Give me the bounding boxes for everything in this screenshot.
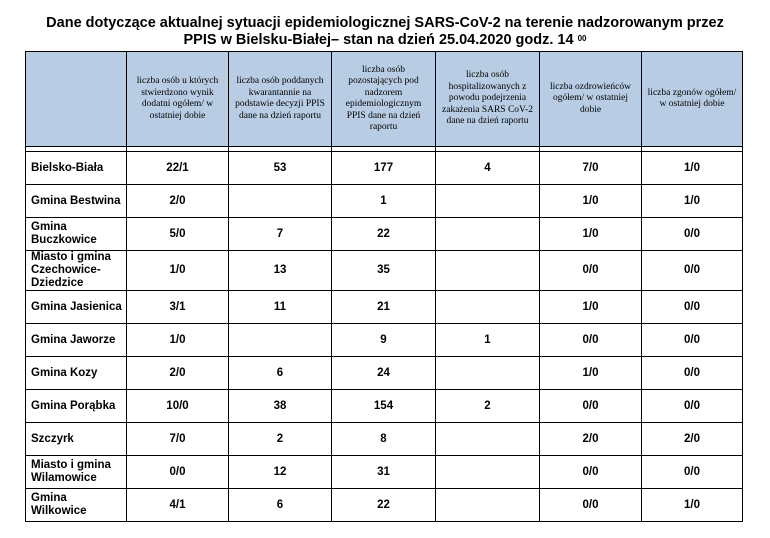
cell-quarantine: 53 [229, 152, 332, 185]
table-row [26, 251, 743, 291]
table-row [26, 423, 743, 456]
cell-hospitalized: 2 [436, 390, 540, 423]
cell-hospitalized [436, 291, 540, 324]
cell-region-name: Gmina Kozy [26, 357, 127, 390]
cell-positive-cases: 10/0 [127, 390, 229, 423]
cell-hospitalized [436, 251, 540, 291]
table-row [26, 324, 743, 357]
cell-quarantine: 12 [229, 456, 332, 489]
cell-region-name: Szczyrk [26, 423, 127, 456]
cell-quarantine: 6 [229, 489, 332, 522]
cell-region-name: Miasto i gmina Czechowice-Dziedzice [26, 251, 127, 291]
cell-quarantine: 11 [229, 291, 332, 324]
cell-hospitalized [436, 489, 540, 522]
header-cell-surveillance: liczba osób pozostających pod nadzorem epidemiologicznym PPIS dane na dzień raportu [332, 52, 436, 147]
cell-quarantine: 13 [229, 251, 332, 291]
cell-hospitalized: 1 [436, 324, 540, 357]
cell-recovered: 2/0 [540, 423, 642, 456]
header-cell-quarantine: liczba osób poddanych kwarantannie na podstawie decyzji PPIS dane na dzień raportu [229, 52, 332, 147]
cell-surveillance: 21 [332, 291, 436, 324]
table-body [26, 147, 743, 522]
cell-positive-cases: 2/0 [127, 185, 229, 218]
cell-recovered: 0/0 [540, 390, 642, 423]
cell-region-name: Gmina Wilkowice [26, 489, 127, 522]
cell-quarantine: 38 [229, 390, 332, 423]
cell-quarantine [229, 185, 332, 218]
cell-hospitalized [436, 357, 540, 390]
title-time-superscript: 00 [577, 34, 587, 43]
header-cell-positive-cases: liczba osób u których stwierdzono wynik dodatni ogółem/ w ostatniej dobie [127, 52, 229, 147]
cell-positive-cases: 1/0 [127, 324, 229, 357]
table-header-row [26, 52, 743, 147]
cell-recovered: 0/0 [540, 251, 642, 291]
cell-region-name: Miasto i gmina Wilamowice [26, 456, 127, 489]
cell-hospitalized [436, 185, 540, 218]
cell-quarantine [229, 324, 332, 357]
cell-deaths: 0/0 [642, 324, 743, 357]
cell-hospitalized [436, 218, 540, 251]
cell-recovered: 1/0 [540, 185, 642, 218]
table-row [26, 390, 743, 423]
cell-deaths: 0/0 [642, 291, 743, 324]
cell-region-name: Gmina Bestwina [26, 185, 127, 218]
table-row [26, 152, 743, 185]
header-cell-recovered: liczba ozdrowieńców ogółem/ w ostatniej dobie [540, 52, 642, 147]
cell-surveillance: 1 [332, 185, 436, 218]
table-row [26, 218, 743, 251]
cell-deaths: 1/0 [642, 152, 743, 185]
cell-positive-cases: 3/1 [127, 291, 229, 324]
table-row [26, 489, 743, 522]
cell-surveillance: 9 [332, 324, 436, 357]
cell-quarantine: 2 [229, 423, 332, 456]
epidemiological-table [25, 51, 743, 522]
cell-positive-cases: 2/0 [127, 357, 229, 390]
cell-positive-cases: 22/1 [127, 152, 229, 185]
cell-deaths: 0/0 [642, 390, 743, 423]
table-row [26, 357, 743, 390]
cell-deaths: 0/0 [642, 251, 743, 291]
cell-recovered: 1/0 [540, 357, 642, 390]
cell-recovered: 7/0 [540, 152, 642, 185]
cell-deaths: 0/0 [642, 456, 743, 489]
cell-surveillance: 24 [332, 357, 436, 390]
cell-region-name: Bielsko-Biała [26, 152, 127, 185]
title-line-2-text: PPIS w Bielsku-Białej– stan na dzień 25.04.2020 godz. 14 [183, 32, 574, 48]
cell-hospitalized [436, 456, 540, 489]
cell-recovered: 0/0 [540, 456, 642, 489]
cell-region-name: Gmina Buczkowice [26, 218, 127, 251]
cell-surveillance: 22 [332, 489, 436, 522]
cell-surveillance: 177 [332, 152, 436, 185]
cell-quarantine: 7 [229, 218, 332, 251]
cell-region-name: Gmina Jasienica [26, 291, 127, 324]
cell-deaths: 1/0 [642, 489, 743, 522]
header-cell-deaths: liczba zgonów ogółem/ w ostatniej dobie [642, 52, 743, 147]
table-row [26, 185, 743, 218]
table-row [26, 291, 743, 324]
cell-recovered: 0/0 [540, 324, 642, 357]
cell-surveillance: 31 [332, 456, 436, 489]
cell-deaths: 2/0 [642, 423, 743, 456]
cell-quarantine: 6 [229, 357, 332, 390]
title-line-1: Dane dotyczące aktualnej sytuacji epidemiologicznej SARS-CoV-2 na terenie nadzorowanym przez [46, 15, 724, 31]
cell-deaths: 0/0 [642, 357, 743, 390]
cell-surveillance: 35 [332, 251, 436, 291]
cell-positive-cases: 5/0 [127, 218, 229, 251]
cell-hospitalized: 4 [436, 152, 540, 185]
cell-region-name: Gmina Porąbka [26, 390, 127, 423]
document-title [0, 15, 770, 49]
cell-deaths: 1/0 [642, 185, 743, 218]
cell-recovered: 1/0 [540, 218, 642, 251]
title-line-2 [0, 32, 770, 49]
cell-positive-cases: 4/1 [127, 489, 229, 522]
header-cell-corner [26, 52, 127, 147]
cell-deaths: 0/0 [642, 218, 743, 251]
table-row [26, 456, 743, 489]
cell-surveillance: 22 [332, 218, 436, 251]
header-cell-hospitalized: liczba osób hospitalizowanych z powodu podejrzenia zakażenia SARS CoV-2 dane na dzień raportu [436, 52, 540, 147]
cell-positive-cases: 0/0 [127, 456, 229, 489]
cell-positive-cases: 1/0 [127, 251, 229, 291]
cell-recovered: 1/0 [540, 291, 642, 324]
cell-recovered: 0/0 [540, 489, 642, 522]
cell-region-name: Gmina Jaworze [26, 324, 127, 357]
cell-surveillance: 8 [332, 423, 436, 456]
cell-positive-cases: 7/0 [127, 423, 229, 456]
cell-hospitalized [436, 423, 540, 456]
cell-surveillance: 154 [332, 390, 436, 423]
